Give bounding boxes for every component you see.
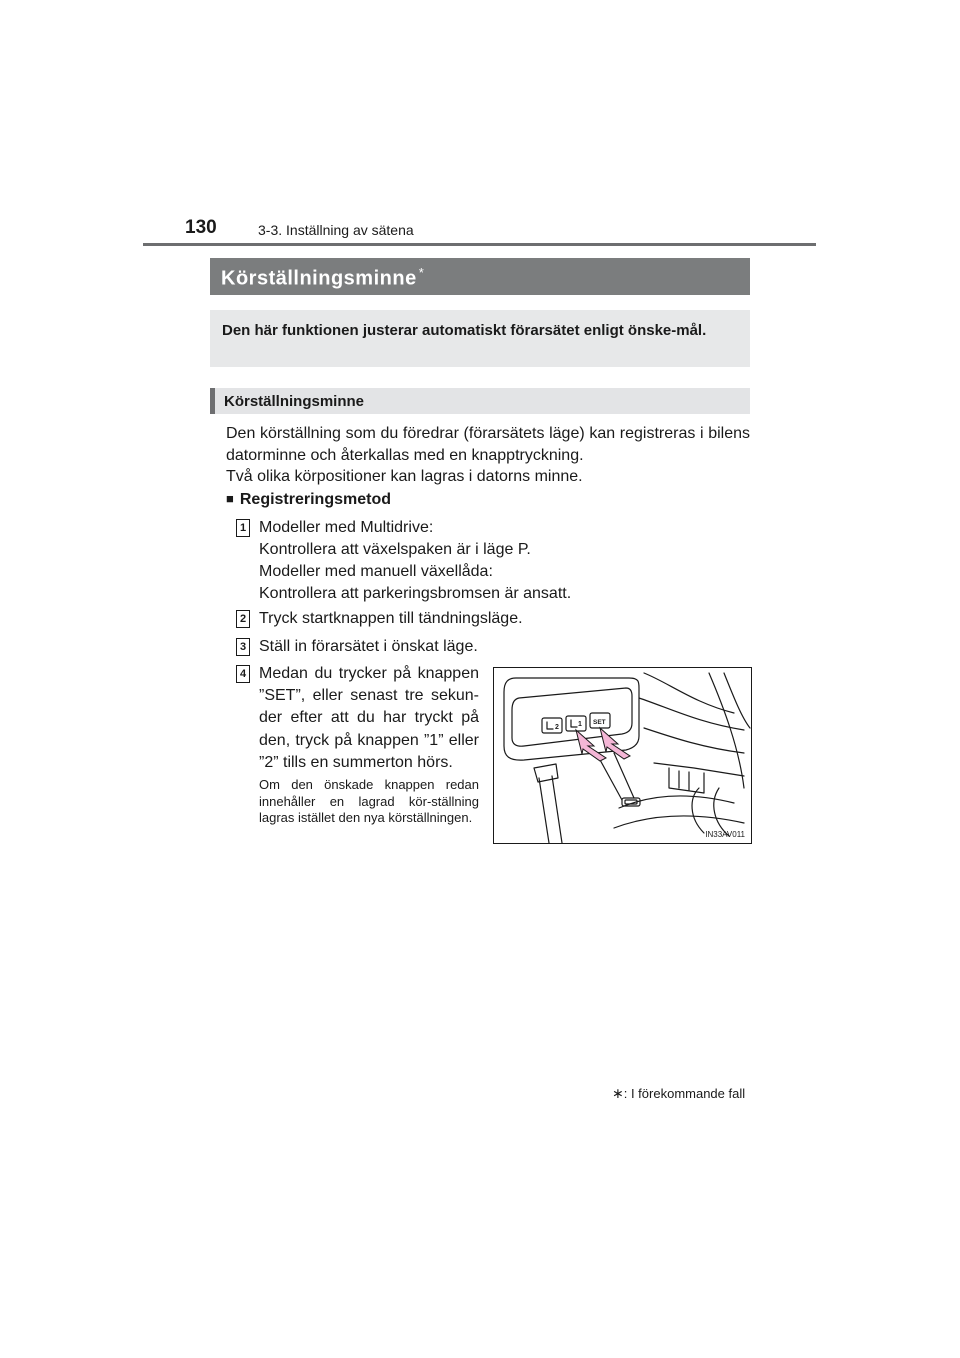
subsection-heading xyxy=(226,491,391,509)
header-rule xyxy=(143,243,816,246)
footnote xyxy=(612,1085,745,1102)
step-badge-1: 1 xyxy=(236,519,250,537)
page-title xyxy=(221,265,424,291)
square-bullet-icon: ■ xyxy=(226,491,234,506)
intro-box xyxy=(210,310,750,367)
step-badge-4: 4 xyxy=(236,665,250,683)
page-number: 130 xyxy=(185,217,217,238)
memory-button-1-label: 1 xyxy=(578,721,582,728)
step-4-text: Medan du trycker på knappen ”SET”, eller senast tre sekun-der efter att du har tryckt på den, tryck på knappen ”1” eller ”2” tills en summerton hörs. xyxy=(259,665,479,771)
step-1-line-2: Kontrollera att växelspaken är i läge P. xyxy=(259,541,531,558)
door-panel-drawing xyxy=(494,668,751,843)
subsection-heading-text: Registreringsmetod xyxy=(239,491,391,508)
step-badge-2: 2 xyxy=(236,610,250,628)
section-heading-bar xyxy=(210,388,750,414)
step-1-line-3: Modeller med manuell växellåda: xyxy=(259,563,493,580)
footnote-text: : I förekommande fall xyxy=(623,1086,746,1101)
page-title-text: Körställningsminne xyxy=(221,267,417,290)
step-1-line-4: Kontrollera att parkeringsbromsen är ansatt. xyxy=(259,585,572,602)
step-2-text: Tryck startknappen till tändningsläge. xyxy=(259,610,523,627)
figure-code: IN33AV011 xyxy=(705,830,745,839)
memory-button-2-label: 2 xyxy=(555,724,559,731)
section-paragraph-2: Två olika körpositioner kan lagras i datorns minne. xyxy=(226,468,583,485)
intro-text: Den här funktionen justerar automatiskt förarsätet enligt önske-mål. xyxy=(222,322,707,339)
step-4-note: Om den önskade knappen redan innehåller en lagrad kör-ställning lagras istället den nya körställningen. xyxy=(259,777,479,825)
running-head: 3-3. Inställning av sätena xyxy=(258,222,414,238)
availability-marker: * xyxy=(418,265,425,280)
section-paragraph-1: Den körställning som du föredrar (förarsätets läge) kan registreras i bilens datorminne och återkallas med en knapptryckning. xyxy=(226,425,750,464)
title-bar xyxy=(210,258,750,295)
step-1-line-1: Modeller med Multidrive: xyxy=(259,519,434,536)
asterisk-icon: ∗ xyxy=(612,1085,624,1101)
step-badge-3: 3 xyxy=(236,638,250,656)
memory-button-illustration xyxy=(493,667,752,844)
set-button-label: SET xyxy=(593,719,606,726)
step-3-text: Ställ in förarsätet i önskat läge. xyxy=(259,638,478,655)
section-marker xyxy=(210,388,215,414)
section-heading: Körställningsminne xyxy=(224,393,365,410)
